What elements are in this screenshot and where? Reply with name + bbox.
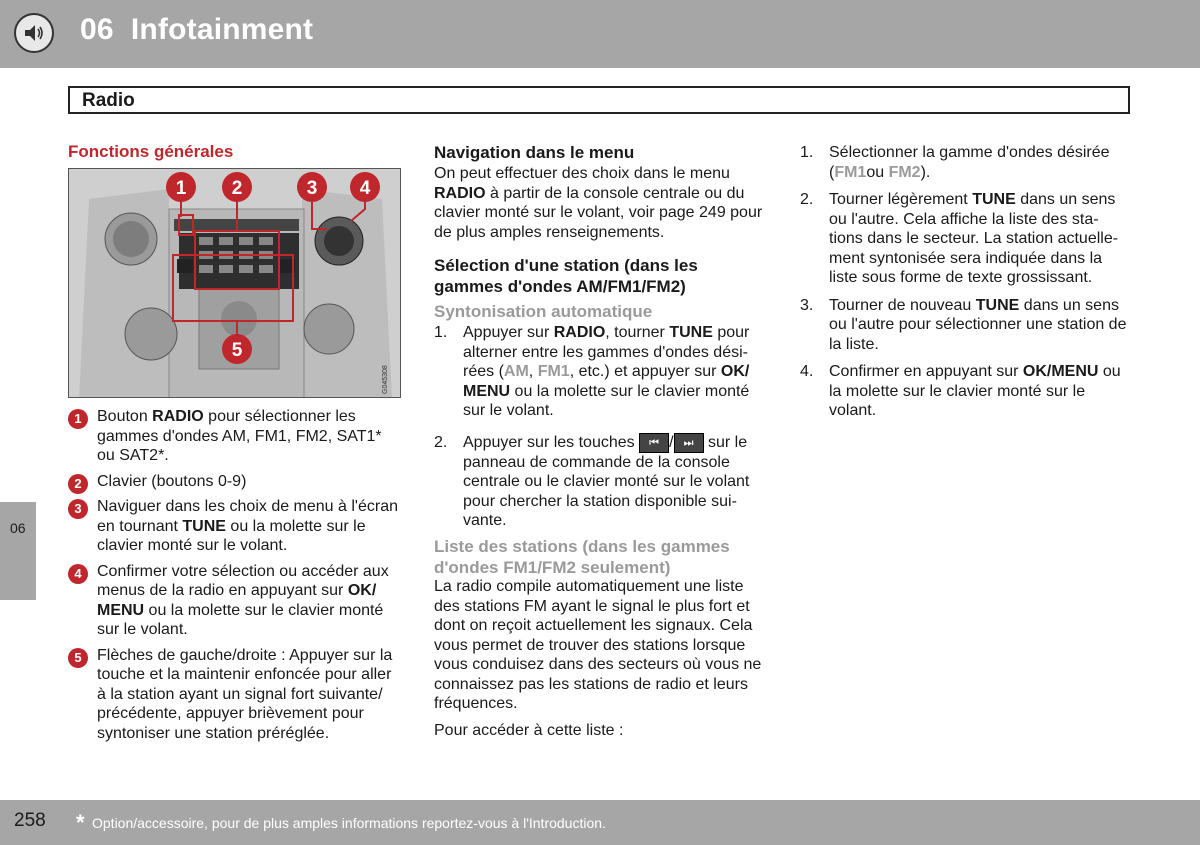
callout-number-4: 4 bbox=[68, 564, 88, 584]
list-step-4-text-a: Confirmer en appuyant sur bbox=[829, 363, 1023, 380]
list-step-1-end: ). bbox=[920, 163, 931, 181]
step-2-text-a: Appuyer sur les touches bbox=[463, 433, 640, 451]
list-step-1-fm1: FM1 bbox=[834, 163, 867, 181]
callout-3-text-b: ou la molette sur le clavier monté sur le volant. bbox=[97, 517, 366, 554]
nav-text-a: On peut effectuer des choix dans le menu bbox=[434, 165, 730, 182]
step-1-text-f: ou la molette sur le clavier monté sur le volant. bbox=[463, 382, 750, 419]
list-step-3 bbox=[800, 296, 1130, 355]
paragraph-access-list: Pour accéder à cette liste : bbox=[434, 722, 624, 739]
list-step-3-text-a: Tourner de nouveau bbox=[829, 296, 976, 314]
step-1-text-c: , tourner bbox=[605, 324, 670, 341]
callout-number-3: 3 bbox=[68, 499, 88, 519]
list-step-4-text-b: ou la molette sur le clavier monté sur le volant. bbox=[829, 363, 1121, 419]
step-1-fm1: FM1 bbox=[537, 363, 570, 380]
nav-bold: RADIO bbox=[434, 184, 486, 202]
chapter-name: Infotainment bbox=[130, 13, 314, 46]
callout-4-text-b: ou la molette sur le clavier monté sur le volant. bbox=[97, 601, 384, 638]
heading-station-selection: Sélection d'une station (dans les gammes d'ondes AM/FM1/FM2) bbox=[434, 256, 698, 296]
list-step-3-tune: TUNE bbox=[975, 296, 1020, 314]
svg-text:G045308: G045308 bbox=[382, 365, 389, 394]
heading-general-functions: Fonctions générales bbox=[68, 142, 234, 161]
list-step-2-text-b: dans un sens ou l'autre. Cela affiche la liste des sta-tions dans le secteur. La station actuelle-ment syntonisée sera indiquée dans la liste sous forme de texte grossissant. bbox=[829, 191, 1119, 286]
callout-number-1: 1 bbox=[68, 409, 88, 429]
callout-number-2: 2 bbox=[68, 474, 88, 494]
list-step-1-fm2: FM2 bbox=[888, 163, 921, 181]
step-2 bbox=[434, 433, 760, 531]
list-step-4 bbox=[800, 362, 1130, 421]
chapter-number: 06 bbox=[80, 13, 114, 46]
step-2-number: 2. bbox=[434, 433, 448, 451]
list-step-2-tune: TUNE bbox=[972, 191, 1016, 208]
callout-item-2 bbox=[68, 472, 400, 492]
callout-4-text-a: Confirmer votre sélection ou accéder aux menus de la radio en appuyant sur bbox=[97, 562, 389, 599]
callout-number-5: 5 bbox=[68, 648, 88, 668]
step-1 bbox=[434, 323, 760, 421]
svg-text:4: 4 bbox=[359, 178, 371, 199]
side-tab-label: 06 bbox=[10, 520, 26, 536]
callout-3-text-a: Naviguer dans les choix de menu à l'écran en tournant bbox=[97, 498, 398, 535]
radio-console-figure bbox=[68, 168, 401, 398]
step-2-text-b: sur le panneau de commande de la console centrale ou le clavier monté sur le volant pour chercher la station disponible sui-vante. bbox=[463, 433, 750, 529]
auto-tuning-steps bbox=[434, 323, 760, 539]
svg-text:2: 2 bbox=[231, 178, 243, 199]
step-1-comma: , bbox=[528, 363, 538, 380]
paragraph-station-list: La radio compile automatiquement une liste des stations FM ayant le signal le plus fort et dont on reçoit actuellement les signaux. Cela vous permet de trouver des stations lorsque vous conduisez dans des secteurs où vous ne connaissez pas les stations de radio et leurs fréquences. bbox=[434, 578, 762, 712]
console-illustration bbox=[69, 169, 401, 398]
svg-text:1: 1 bbox=[175, 178, 187, 199]
step-1-tune: TUNE bbox=[669, 324, 713, 341]
station-list-steps bbox=[800, 143, 1130, 429]
callout-item-5 bbox=[68, 646, 400, 744]
callout-1-bold: RADIO bbox=[152, 408, 204, 425]
callout-legend bbox=[68, 407, 400, 749]
list-step-1 bbox=[800, 143, 1130, 182]
list-step-1-text: Sélectionner la gamme d'ondes désirée ( bbox=[829, 144, 1110, 181]
previous-track-icon: ⏮ bbox=[639, 433, 669, 453]
paragraph-menu-navigation bbox=[434, 164, 764, 242]
nav-text-b: à partir de la console centrale ou du clavier monté sur le volant, voir page 249 pour de plus amples renseignements. bbox=[434, 184, 763, 241]
list-step-1-number: 1. bbox=[800, 144, 814, 161]
callout-item-4 bbox=[68, 562, 400, 640]
callout-1-text-b: pour sélectionner les gammes d'ondes AM, FM1, FM2, SAT1* ou SAT2*. bbox=[97, 408, 382, 464]
step-1-text-e: , etc.) et appuyer sur bbox=[569, 363, 721, 380]
step-1-text-d: pour alterner entre les gammes d'ondes dési-rées ( bbox=[463, 324, 750, 380]
list-step-3-text-b: dans un sens ou l'autre pour sélectionner une station de la liste. bbox=[829, 296, 1127, 353]
callout-item-3 bbox=[68, 497, 400, 556]
next-track-icon: ⏭ bbox=[674, 433, 704, 453]
callout-1-text-a: Bouton bbox=[97, 408, 153, 425]
svg-text:5: 5 bbox=[231, 340, 243, 361]
chapter-header bbox=[0, 0, 1200, 68]
list-step-4-number: 4. bbox=[800, 363, 814, 380]
list-step-1-ou: ou bbox=[866, 163, 889, 181]
callout-4-bold: OK/ MENU bbox=[97, 582, 377, 619]
step-1-am: AM bbox=[503, 363, 529, 380]
page-footer bbox=[0, 800, 1200, 845]
list-step-3-number: 3. bbox=[800, 296, 814, 314]
side-chapter-tab bbox=[0, 502, 36, 600]
chapter-title bbox=[80, 13, 313, 47]
list-step-2-number: 2. bbox=[800, 191, 814, 208]
callout-item-1 bbox=[68, 407, 400, 466]
footnote-text: Option/accessoire, pour de plus amples informations reportez-vous à l'Introduction. bbox=[92, 815, 606, 831]
step-1-radio: RADIO bbox=[553, 324, 606, 341]
footnote-star: * bbox=[76, 810, 85, 835]
callout-2-text: Clavier (boutons 0-9) bbox=[97, 472, 247, 490]
list-step-2 bbox=[800, 190, 1130, 288]
section-title: Radio bbox=[82, 90, 135, 111]
step-1-okmenu: OK/ MENU bbox=[463, 363, 750, 400]
heading-auto-tuning: Syntonisation automatique bbox=[434, 302, 653, 321]
step-1-number: 1. bbox=[434, 324, 448, 341]
callout-5-text: Flèches de gauche/droite : Appuyer sur la touche et la maintenir enfoncée pour aller à la station ayant un signal fort suivante/ précédente, appuyer brièvement pour syntoniser une station préréglée. bbox=[97, 646, 393, 742]
heading-menu-navigation: Navigation dans le menu bbox=[434, 143, 635, 162]
svg-text:3: 3 bbox=[306, 178, 318, 199]
section-title-box bbox=[68, 86, 1130, 114]
callout-3-bold: TUNE bbox=[182, 517, 226, 535]
step-2-slash: / bbox=[669, 433, 674, 451]
list-step-2-text-a: Tourner légèrement bbox=[829, 191, 973, 208]
list-step-4-okmenu: OK/MENU bbox=[1022, 363, 1099, 380]
heading-station-list: Liste des stations (dans les gammes d'ondes FM1/FM2 seulement) bbox=[434, 537, 730, 577]
speaker-icon bbox=[14, 13, 54, 53]
step-1-text-a: Appuyer sur bbox=[463, 324, 554, 341]
page-number: 258 bbox=[14, 810, 46, 831]
